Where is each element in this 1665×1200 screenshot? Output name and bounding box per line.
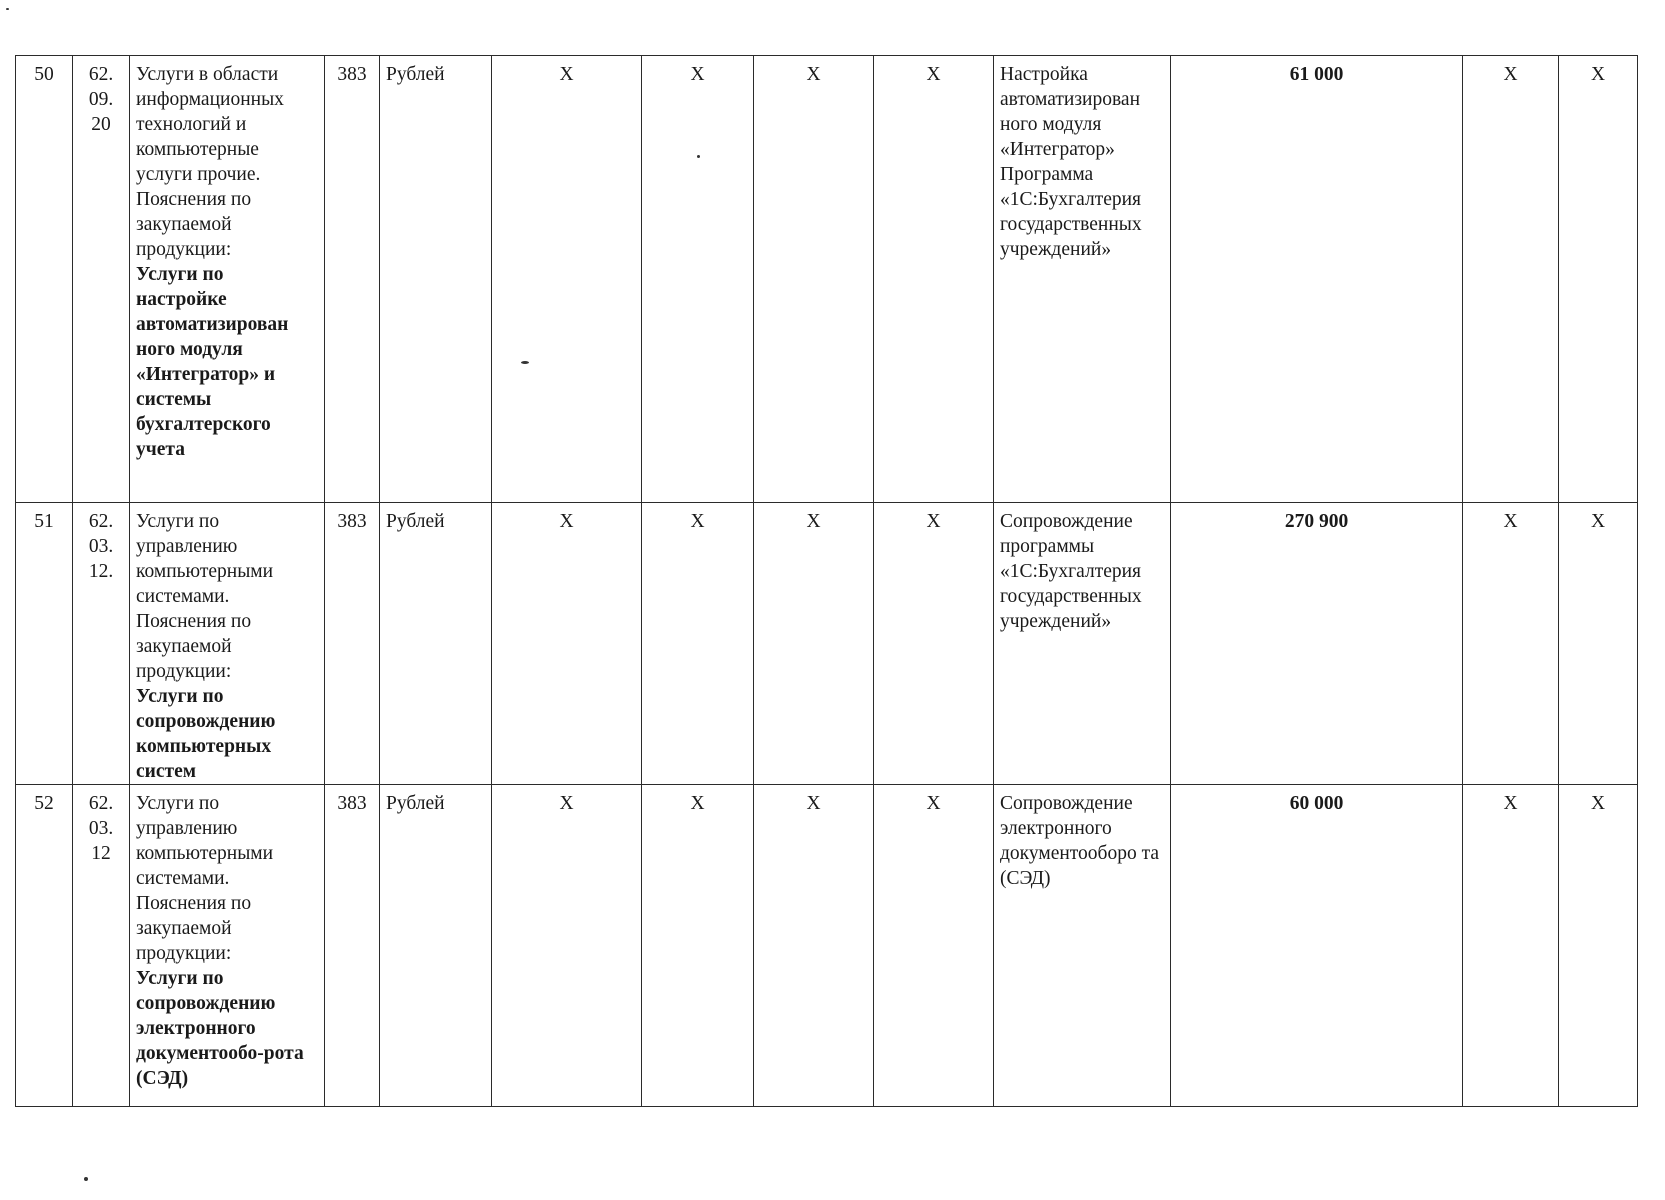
scan-speck xyxy=(84,1177,88,1181)
code-part: 09. xyxy=(88,89,114,110)
unit-name: Рублей xyxy=(380,56,492,503)
x-mark: X xyxy=(642,785,754,1107)
description-bold: Услуги по сопровождению электронного документообо-рота (СЭД) xyxy=(136,968,304,1089)
scan-speck xyxy=(6,8,9,10)
unit-code: 383 xyxy=(325,785,380,1107)
okpd-code xyxy=(73,56,130,503)
description-text: Услуги по управлению компьютерными системами. Пояснения по закупаемой продукции: xyxy=(136,793,274,964)
code-part: 12 xyxy=(91,843,111,864)
okpd-code xyxy=(73,785,130,1107)
amount-value: 270 900 xyxy=(1171,503,1463,785)
amount-value: 61 000 xyxy=(1171,56,1463,503)
code-part: 62. xyxy=(88,511,114,532)
service-description xyxy=(130,785,325,1107)
x-mark: X xyxy=(1559,503,1638,785)
table-row xyxy=(16,785,1638,1107)
product-name: Сопровождение электронного документооборо та (СЭД) xyxy=(994,785,1171,1107)
x-mark: X xyxy=(874,56,994,503)
code-part: 03. xyxy=(88,536,114,557)
description-bold: Услуги по сопровождению компьютерных систем xyxy=(136,686,276,782)
x-mark: X xyxy=(642,503,754,785)
x-mark: X xyxy=(1463,56,1559,503)
x-mark: X xyxy=(492,56,642,503)
x-mark: X xyxy=(642,56,754,503)
description-text: Услуги по управлению компьютерными системами. Пояснения по закупаемой продукции: xyxy=(136,511,274,682)
x-mark: X xyxy=(1559,56,1638,503)
unit-name: Рублей xyxy=(380,785,492,1107)
code-part: 20 xyxy=(91,114,111,135)
table-row xyxy=(16,56,1638,503)
scan-speck xyxy=(521,361,529,364)
x-mark: X xyxy=(1463,785,1559,1107)
description-bold: Услуги по настройке автоматизирован ного модуля «Интегратор» и системы бухгалтерского учета xyxy=(136,264,289,460)
product-name: Сопровождение программы «1С:Бухгалтерия государственных учреждений» xyxy=(994,503,1171,785)
table-row xyxy=(16,503,1638,785)
x-mark: X xyxy=(754,503,874,785)
x-mark: X xyxy=(492,503,642,785)
row-number: 51 xyxy=(16,503,73,785)
code-part: 62. xyxy=(88,793,114,814)
code-part: 62. xyxy=(88,64,114,85)
okpd-code xyxy=(73,503,130,785)
x-mark: X xyxy=(874,503,994,785)
procurement-table xyxy=(15,55,1638,1107)
unit-name: Рублей xyxy=(380,503,492,785)
service-description xyxy=(130,56,325,503)
x-mark: X xyxy=(754,785,874,1107)
x-mark: X xyxy=(874,785,994,1107)
amount-value: 60 000 xyxy=(1171,785,1463,1107)
row-number: 52 xyxy=(16,785,73,1107)
x-mark: X xyxy=(754,56,874,503)
unit-code: 383 xyxy=(325,56,380,503)
scan-speck xyxy=(697,155,700,158)
x-mark: X xyxy=(1463,503,1559,785)
service-description xyxy=(130,503,325,785)
row-number: 50 xyxy=(16,56,73,503)
code-part: 03. xyxy=(88,818,114,839)
product-name: Настройка автоматизирован ного модуля «Интегратор» Программа «1С:Бухгалтерия государственных учреждений» xyxy=(994,56,1171,503)
unit-code: 383 xyxy=(325,503,380,785)
x-mark: X xyxy=(492,785,642,1107)
code-part: 12. xyxy=(88,561,114,582)
description-text: Услуги в области информационных технологий и компьютерные услуги прочие. Пояснения по закупаемой продукции: xyxy=(136,64,284,260)
x-mark: X xyxy=(1559,785,1638,1107)
